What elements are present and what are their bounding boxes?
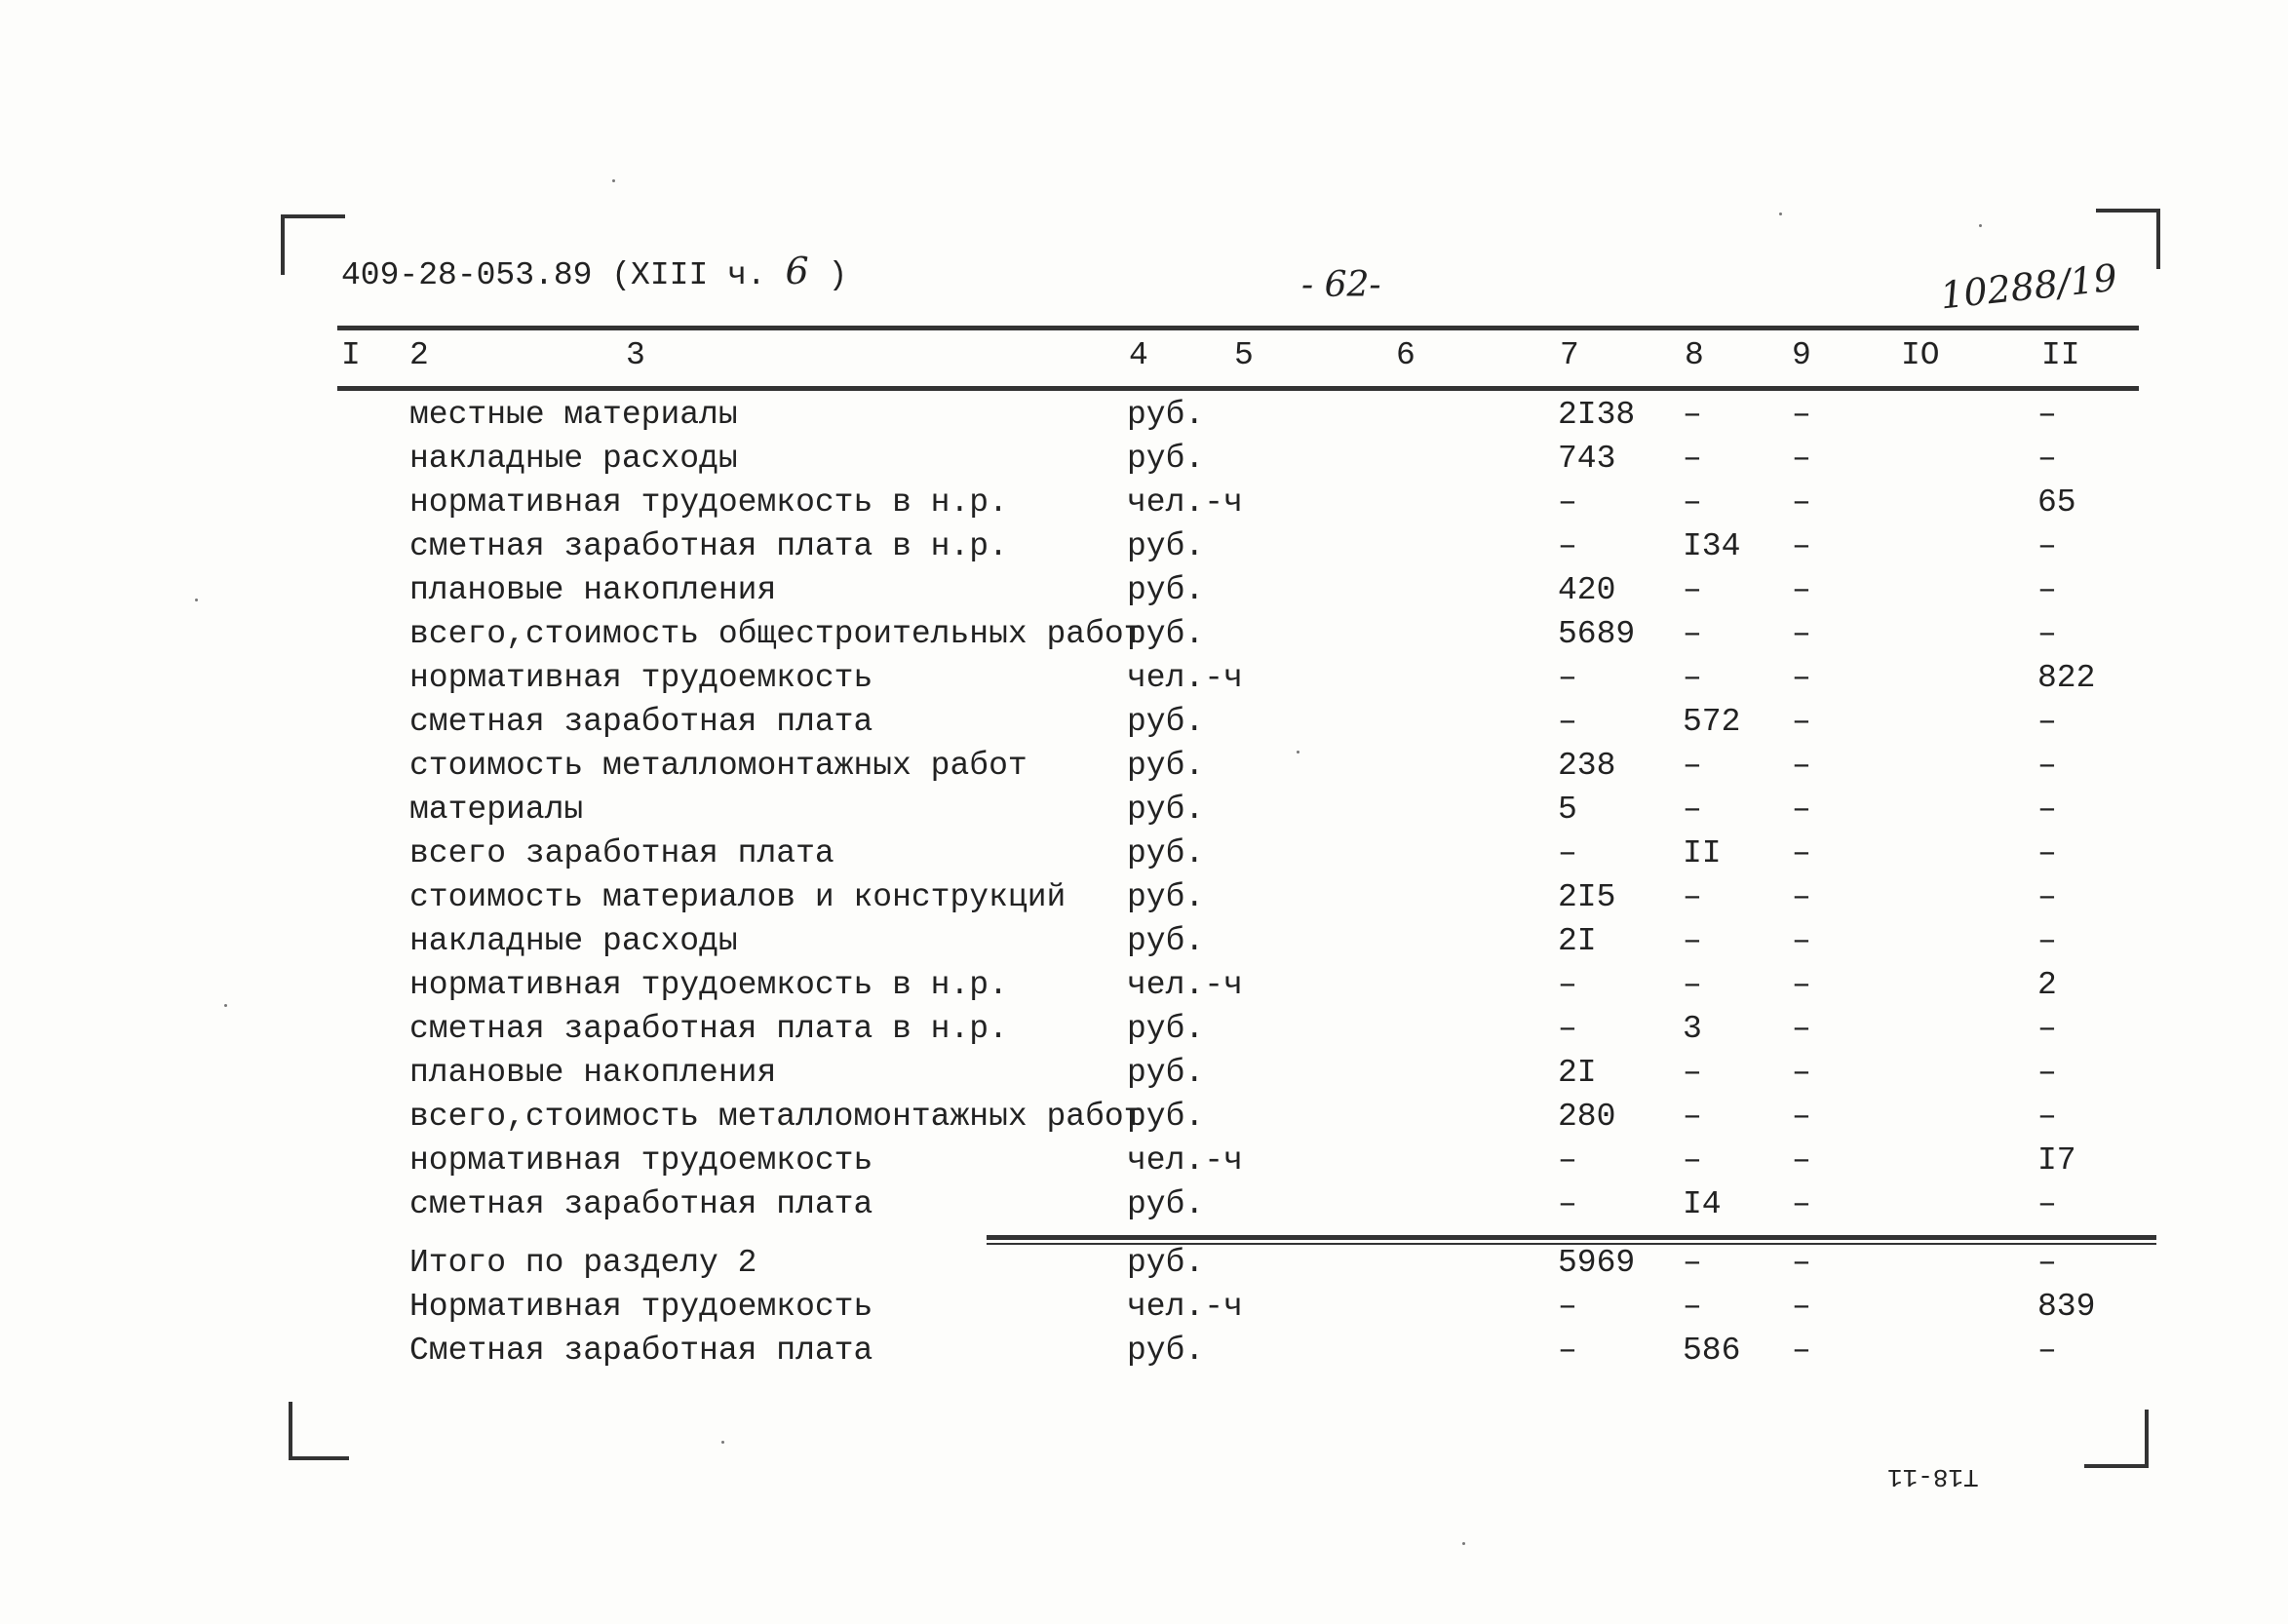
row-col8: – [1683, 616, 1702, 652]
corner-mark-top-left [281, 214, 345, 275]
totals-col8: – [1683, 1289, 1702, 1325]
row-unit: чел.-ч [1127, 967, 1243, 1003]
row-col8: II [1683, 835, 1722, 871]
document-code [341, 250, 847, 293]
row-col9: – [1792, 397, 1811, 433]
row-col11: – [2037, 748, 2057, 784]
row-col9: – [1792, 1186, 1811, 1222]
row-col11: – [2037, 616, 2057, 652]
row-name: стоимость металломонтажных работ [409, 748, 1028, 784]
row-col9: – [1792, 484, 1811, 521]
totals-col11: – [2037, 1333, 2057, 1369]
row-name: материалы [409, 792, 584, 828]
row-name: сметная заработная плата [409, 704, 873, 740]
totals-col8: – [1683, 1245, 1702, 1281]
row-col11: – [2037, 441, 2057, 477]
row-col11: – [2037, 572, 2057, 608]
totals-unit: руб. [1127, 1333, 1205, 1369]
row-unit: руб. [1127, 748, 1205, 784]
row-name: накладные расходы [409, 441, 738, 477]
row-unit: руб. [1127, 1011, 1205, 1047]
row-col9: – [1792, 1055, 1811, 1091]
row-col11: – [2037, 879, 2057, 915]
totals-col7: – [1558, 1333, 1577, 1369]
row-unit: руб. [1127, 441, 1205, 477]
row-col7: 238 [1558, 748, 1616, 784]
row-name: стоимость материалов и конструкций [409, 879, 1066, 915]
row-col8: – [1683, 660, 1702, 696]
row-col7: 2I38 [1558, 397, 1636, 433]
column-header: 5 [1234, 337, 1254, 373]
row-name: нормативная трудоемкость [409, 1142, 873, 1179]
corner-mark-bottom-left [289, 1402, 349, 1460]
scan-speck [1462, 1542, 1465, 1545]
row-col11: – [2037, 835, 2057, 871]
scan-speck [195, 599, 198, 601]
row-name: местные материалы [409, 397, 738, 433]
row-col7: – [1558, 835, 1577, 871]
table-row [0, 1052, 2288, 1095]
row-unit: руб. [1127, 528, 1205, 564]
row-col9: – [1792, 572, 1811, 608]
header-rule-bottom [337, 386, 2139, 391]
row-col8: – [1683, 1055, 1702, 1091]
scan-speck [612, 179, 615, 182]
row-unit: руб. [1127, 1099, 1205, 1135]
row-col11: – [2037, 1099, 2057, 1135]
row-col9: – [1792, 704, 1811, 740]
row-col9: – [1792, 1142, 1811, 1179]
row-name: плановые накопления [409, 1055, 777, 1091]
row-unit: руб. [1127, 704, 1205, 740]
row-col8: – [1683, 923, 1702, 959]
row-name: нормативная трудоемкость в н.р. [409, 967, 1008, 1003]
table-row [0, 1140, 2288, 1182]
document-code-text: 409-28-053.89 (XIII ч. [341, 257, 766, 293]
row-unit: чел.-ч [1127, 1142, 1243, 1179]
column-header: I [341, 337, 361, 373]
column-header: 3 [626, 337, 645, 373]
totals-col9: – [1792, 1289, 1811, 1325]
column-header: 4 [1129, 337, 1148, 373]
row-col7: – [1558, 660, 1577, 696]
row-col11: 2 [2037, 967, 2057, 1003]
row-col7: – [1558, 1142, 1577, 1179]
row-col8: – [1683, 748, 1702, 784]
table-row [0, 394, 2288, 437]
row-col9: – [1792, 879, 1811, 915]
column-header: 6 [1396, 337, 1415, 373]
row-col7: 743 [1558, 441, 1616, 477]
totals-row [0, 1330, 2288, 1373]
row-col7: – [1558, 1011, 1577, 1047]
row-col7: 2I [1558, 1055, 1597, 1091]
row-col7: – [1558, 967, 1577, 1003]
totals-row [0, 1242, 2288, 1285]
row-col9: – [1792, 748, 1811, 784]
row-col9: – [1792, 835, 1811, 871]
totals-col9: – [1792, 1245, 1811, 1281]
row-col8: – [1683, 792, 1702, 828]
column-header: 2 [409, 337, 429, 373]
row-col7: 5 [1558, 792, 1577, 828]
table-row [0, 701, 2288, 744]
table-row [0, 613, 2288, 656]
header-rule-top [337, 326, 2139, 330]
row-col8: I34 [1683, 528, 1741, 564]
row-col7: 5689 [1558, 616, 1636, 652]
totals-row [0, 1286, 2288, 1329]
table-row [0, 832, 2288, 875]
totals-name: Нормативная трудоемкость [409, 1289, 873, 1325]
row-col9: – [1792, 616, 1811, 652]
table-row [0, 525, 2288, 568]
totals-unit: руб. [1127, 1245, 1205, 1281]
row-col7: – [1558, 528, 1577, 564]
row-col9: – [1792, 923, 1811, 959]
inventory-number-handwritten: 10288/19 [1938, 255, 2119, 318]
table-row [0, 438, 2288, 481]
totals-col8: 586 [1683, 1333, 1741, 1369]
column-header: 7 [1560, 337, 1579, 373]
row-name: сметная заработная плата в н.р. [409, 1011, 1008, 1047]
row-unit: чел.-ч [1127, 660, 1243, 696]
row-col9: – [1792, 1011, 1811, 1047]
scan-speck [1297, 751, 1299, 754]
totals-name: Сметная заработная плата [409, 1333, 873, 1369]
row-unit: руб. [1127, 616, 1205, 652]
row-name: нормативная трудоемкость [409, 660, 873, 696]
scan-speck [1979, 224, 1982, 227]
row-col8: – [1683, 1142, 1702, 1179]
row-col8: 572 [1683, 704, 1741, 740]
column-header: 8 [1685, 337, 1704, 373]
table-row [0, 657, 2288, 700]
row-col9: – [1792, 528, 1811, 564]
row-col7: – [1558, 484, 1577, 521]
row-col7: 420 [1558, 572, 1616, 608]
row-col11: – [2037, 1055, 2057, 1091]
row-col8: – [1683, 572, 1702, 608]
row-name: сметная заработная плата [409, 1186, 873, 1222]
row-name: всего,стоимость металломонтажных работ [409, 1099, 1144, 1135]
row-col11: – [2037, 397, 2057, 433]
table-row [0, 789, 2288, 831]
row-col7: – [1558, 704, 1577, 740]
table-row [0, 1183, 2288, 1226]
row-col11: – [2037, 792, 2057, 828]
row-col7: 2I5 [1558, 879, 1616, 915]
row-unit: руб. [1127, 1186, 1205, 1222]
row-col8: 3 [1683, 1011, 1702, 1047]
row-unit: чел.-ч [1127, 484, 1243, 521]
row-col8: – [1683, 484, 1702, 521]
page-stamp: T18-11 [1887, 1462, 1979, 1491]
page-number: - 62- [1301, 265, 1381, 305]
row-col11: – [2037, 1011, 2057, 1047]
row-unit: руб. [1127, 835, 1205, 871]
totals-name: Итого по разделу 2 [409, 1245, 757, 1281]
table-row [0, 876, 2288, 919]
row-col11: I7 [2037, 1142, 2076, 1179]
row-unit: руб. [1127, 879, 1205, 915]
totals-col9: – [1792, 1333, 1811, 1369]
column-header: II [2041, 337, 2080, 373]
scan-speck [224, 1004, 227, 1007]
row-col8: – [1683, 879, 1702, 915]
row-col11: – [2037, 923, 2057, 959]
table-row [0, 1008, 2288, 1051]
row-col11: – [2037, 528, 2057, 564]
column-header: IO [1901, 337, 1940, 373]
row-col9: – [1792, 441, 1811, 477]
row-name: всего заработная плата [409, 835, 834, 871]
row-col7: 280 [1558, 1099, 1616, 1135]
row-col8: – [1683, 397, 1702, 433]
row-col8: – [1683, 967, 1702, 1003]
totals-unit: чел.-ч [1127, 1289, 1243, 1325]
row-col8: – [1683, 1099, 1702, 1135]
row-col9: – [1792, 660, 1811, 696]
scan-speck [1779, 213, 1782, 215]
row-name: всего,стоимость общестроительных работ [409, 616, 1144, 652]
document-part-handwritten: 6 [785, 250, 809, 292]
row-unit: руб. [1127, 1055, 1205, 1091]
totals-rule-thin [987, 1243, 2156, 1245]
row-unit: руб. [1127, 397, 1205, 433]
row-col9: – [1792, 792, 1811, 828]
row-col8: – [1683, 441, 1702, 477]
totals-rule [987, 1235, 2156, 1240]
totals-col11: – [2037, 1245, 2057, 1281]
scan-speck [721, 1441, 724, 1444]
table-row [0, 482, 2288, 524]
totals-col11: 839 [2037, 1289, 2096, 1325]
row-name: нормативная трудоемкость в н.р. [409, 484, 1008, 521]
column-header: 9 [1792, 337, 1811, 373]
row-unit: руб. [1127, 792, 1205, 828]
table-row [0, 1096, 2288, 1139]
row-col11: – [2037, 1186, 2057, 1222]
row-col11: – [2037, 704, 2057, 740]
table-row [0, 920, 2288, 963]
row-col9: – [1792, 1099, 1811, 1135]
row-col7: 2I [1558, 923, 1597, 959]
row-unit: руб. [1127, 572, 1205, 608]
table-row [0, 964, 2288, 1007]
document-code-close: ) [828, 257, 848, 293]
totals-col7: – [1558, 1289, 1577, 1325]
row-name: плановые накопления [409, 572, 777, 608]
totals-col7: 5969 [1558, 1245, 1636, 1281]
table-row [0, 569, 2288, 612]
row-col11: 822 [2037, 660, 2096, 696]
row-col9: – [1792, 967, 1811, 1003]
row-name: накладные расходы [409, 923, 738, 959]
corner-mark-bottom-right [2084, 1410, 2149, 1468]
row-col7: – [1558, 1186, 1577, 1222]
row-col11: 65 [2037, 484, 2076, 521]
row-name: сметная заработная плата в н.р. [409, 528, 1008, 564]
row-col8: I4 [1683, 1186, 1722, 1222]
table-row [0, 745, 2288, 788]
row-unit: руб. [1127, 923, 1205, 959]
